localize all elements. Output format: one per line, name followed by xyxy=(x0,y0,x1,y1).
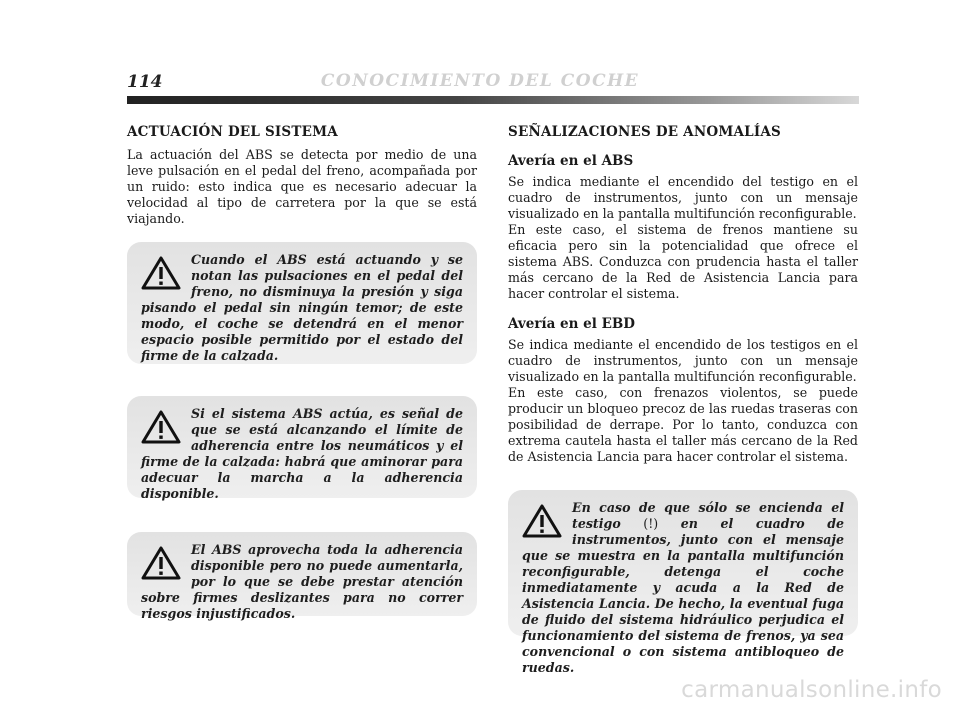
warning-triangle-icon xyxy=(141,410,181,444)
abs-fault-title: Avería en el ABS xyxy=(508,153,634,169)
warning-triangle-icon xyxy=(522,504,562,538)
warning-box-3 xyxy=(127,532,477,621)
left-column xyxy=(127,124,477,227)
ebd-fault-paragraph-1: Se indica mediante el encendido de los testigos en el cuadro de instrumentos, junto con un mensaje visualizado en la pantalla multifunción reconfigurable. xyxy=(508,337,858,384)
warning-text-4-before: En caso de que sólo se encienda el testigo xyxy=(572,500,844,531)
abs-fault-paragraph-1: Se indica mediante el encendido del testigo en el cuadro de instrumentos, junto con un mensaje visualizado en la pantalla multifunción reconfigurable. xyxy=(508,174,858,221)
actuacion-paragraph: La actuación del ABS se detecta por medio de una leve pulsación en el pedal del freno, acompañada por un ruido: esto indica que es necesario adecuar la velocidad al tipo de carretera por la que se está viajando. xyxy=(127,147,477,226)
header-rule xyxy=(127,96,859,104)
section-heading-actuacion: ACTUACIÓN DEL SISTEMA xyxy=(127,124,338,140)
warning-text-1: Cuando el ABS está actuando y se notan las pulsaciones en el pedal del freno, no disminuya la presión y siga pisando el pedal sin ningún temor; de este modo, el coche se detendrá en el menor espacio posible permitido por el estado del firme de la calzada. xyxy=(141,252,463,363)
warning-text-4 xyxy=(522,500,844,676)
warning-triangle-icon xyxy=(141,256,181,290)
right-column xyxy=(508,124,858,475)
header-title: CONOCIMIENTO DEL COCHE xyxy=(320,71,640,91)
warning-box-2 xyxy=(127,396,477,501)
ebd-fault-section xyxy=(508,316,858,465)
warning-box-1 xyxy=(127,242,477,364)
abs-fault-paragraph-2: En este caso, el sistema de frenos mantiene su eficacia pero sin la potencialidad que ofrece el sistema ABS. Conduzca con prudencia hasta el taller más cercano de la Red de Asistencia Lancia para hacer controlar el sistema. xyxy=(508,222,858,301)
warning-text-4-after: en el cuadro de instrumentos, junto con el mensaje que se muestra en la pantalla multifunción reconfigurable, detenga el coche inmediatamente y acuda a la Red de Asistencia Lancia. De hecho, la eventual fuga de fluido del sistema hidráulico perjudica el funcionamiento del sistema de frenos, ya sea convencional o con sistema antibloqueo de ruedas. xyxy=(522,516,845,675)
ebd-fault-title: Avería en el EBD xyxy=(508,316,635,332)
abs-fault-section xyxy=(508,153,858,302)
page-number: 114 xyxy=(127,72,163,92)
watermark: carmanualsonline.info xyxy=(681,677,942,703)
brake-warning-icon: (!) xyxy=(643,516,659,531)
warning-text-3: El ABS aprovecha toda la adherencia disponible pero no puede aumentarla, por lo que se debe prestar atención sobre firmes deslizantes para no correr riesgos injustificados. xyxy=(141,542,463,621)
ebd-fault-paragraph-2: En este caso, con frenazos violentos, se puede producir un bloqueo precoz de las ruedas traseras con posibilidad de derrape. Por lo tanto, conduzca con extrema cautela hasta el taller más cercano de la Red de Asistencia Lancia para hacer controlar el sistema. xyxy=(508,385,858,464)
warning-box-4 xyxy=(508,490,858,675)
warning-text-2: Si el sistema ABS actúa, es señal de que se está alcanzando el límite de adherencia entre los neumáticos y el firme de la calzada: habrá que aminorar para adecuar la marcha a la adherencia disponible. xyxy=(141,406,463,501)
section-heading-senalizaciones: SEÑALIZACIONES DE ANOMALÍAS xyxy=(508,124,782,140)
warning-triangle-icon xyxy=(141,546,181,580)
